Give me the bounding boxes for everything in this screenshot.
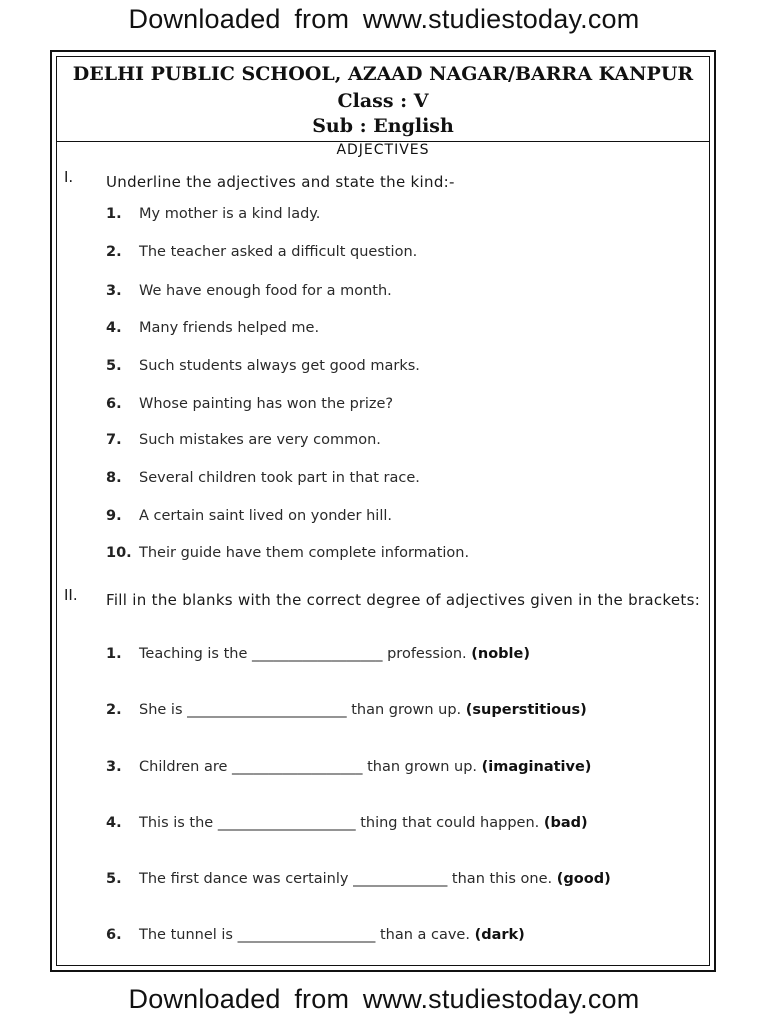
item-text — [139, 815, 588, 831]
school-name: DELHI PUBLIC SCHOOL, AZAAD NAGAR/BARRA KANPUR — [72, 63, 694, 85]
item-number: 4. — [106, 320, 122, 336]
item-sentence: The tunnel is ___________________ than a cave. — [139, 927, 470, 943]
item-sentence: Teaching is the __________________ profession. — [139, 646, 467, 662]
item-number: 4. — [106, 815, 122, 831]
section-2-title: Fill in the blanks with the correct degree of adjectives given in the brackets: — [106, 591, 701, 609]
item-hint: (noble) — [471, 646, 530, 662]
item-number: 6. — [106, 396, 122, 412]
item-hint: (bad) — [543, 815, 588, 831]
item-text — [139, 702, 587, 718]
item-text: Many friends helped me. — [139, 320, 320, 336]
item-sentence: This is the ___________________ thing that could happen. — [139, 815, 540, 831]
item-number: 9. — [106, 508, 122, 524]
item-sentence: She is ______________________ than grown up. — [139, 702, 462, 718]
item-hint: (superstitious) — [465, 702, 587, 718]
item-text — [139, 927, 525, 943]
item-number: 6. — [106, 927, 122, 943]
item-text — [139, 871, 611, 887]
item-number: 3. — [106, 283, 122, 299]
item-text: Whose painting has won the prize? — [139, 396, 394, 412]
item-text: We have enough food for a month. — [139, 283, 392, 299]
item-text: Such students always get good marks. — [139, 358, 420, 374]
class-line: Class : V — [337, 90, 429, 112]
item-sentence: The first dance was certainly _____________ than this one. — [139, 871, 553, 887]
item-text: A certain saint lived on yonder hill. — [139, 508, 392, 524]
item-number: 1. — [106, 206, 122, 222]
item-number: 5. — [106, 871, 122, 887]
watermark-bottom: Downloaded from www.studiestoday.com — [128, 984, 640, 1014]
item-number: 8. — [106, 470, 122, 486]
header-box — [57, 57, 709, 142]
item-number: 5. — [106, 358, 122, 374]
item-number: 1. — [106, 646, 122, 662]
item-text — [139, 759, 591, 775]
item-number: 3. — [106, 759, 122, 775]
watermark-top: Downloaded from www.studiestoday.com — [128, 4, 640, 34]
item-hint: (good) — [556, 871, 611, 887]
item-number: 2. — [106, 702, 122, 718]
topic-title: ADJECTIVES — [336, 142, 430, 158]
item-sentence: Children are __________________ than grown up. — [139, 759, 478, 775]
item-number: 10. — [106, 545, 132, 561]
subject-line: Sub : English — [312, 115, 454, 137]
item-text: The teacher asked a difficult question. — [139, 244, 418, 260]
section-1-title: Underline the adjectives and state the kind:- — [106, 173, 455, 191]
item-text: My mother is a kind lady. — [139, 206, 321, 222]
item-hint: (imaginative) — [481, 759, 592, 775]
item-hint: (dark) — [474, 927, 525, 943]
section-2-number: II. — [64, 586, 78, 604]
item-text: Several children took part in that race. — [139, 470, 420, 486]
item-text: Their guide have them complete information. — [139, 545, 470, 561]
item-text — [139, 646, 530, 662]
item-number: 7. — [106, 432, 122, 448]
item-text: Such mistakes are very common. — [139, 432, 381, 448]
item-number: 2. — [106, 244, 122, 260]
section-1-number: I. — [64, 168, 74, 186]
